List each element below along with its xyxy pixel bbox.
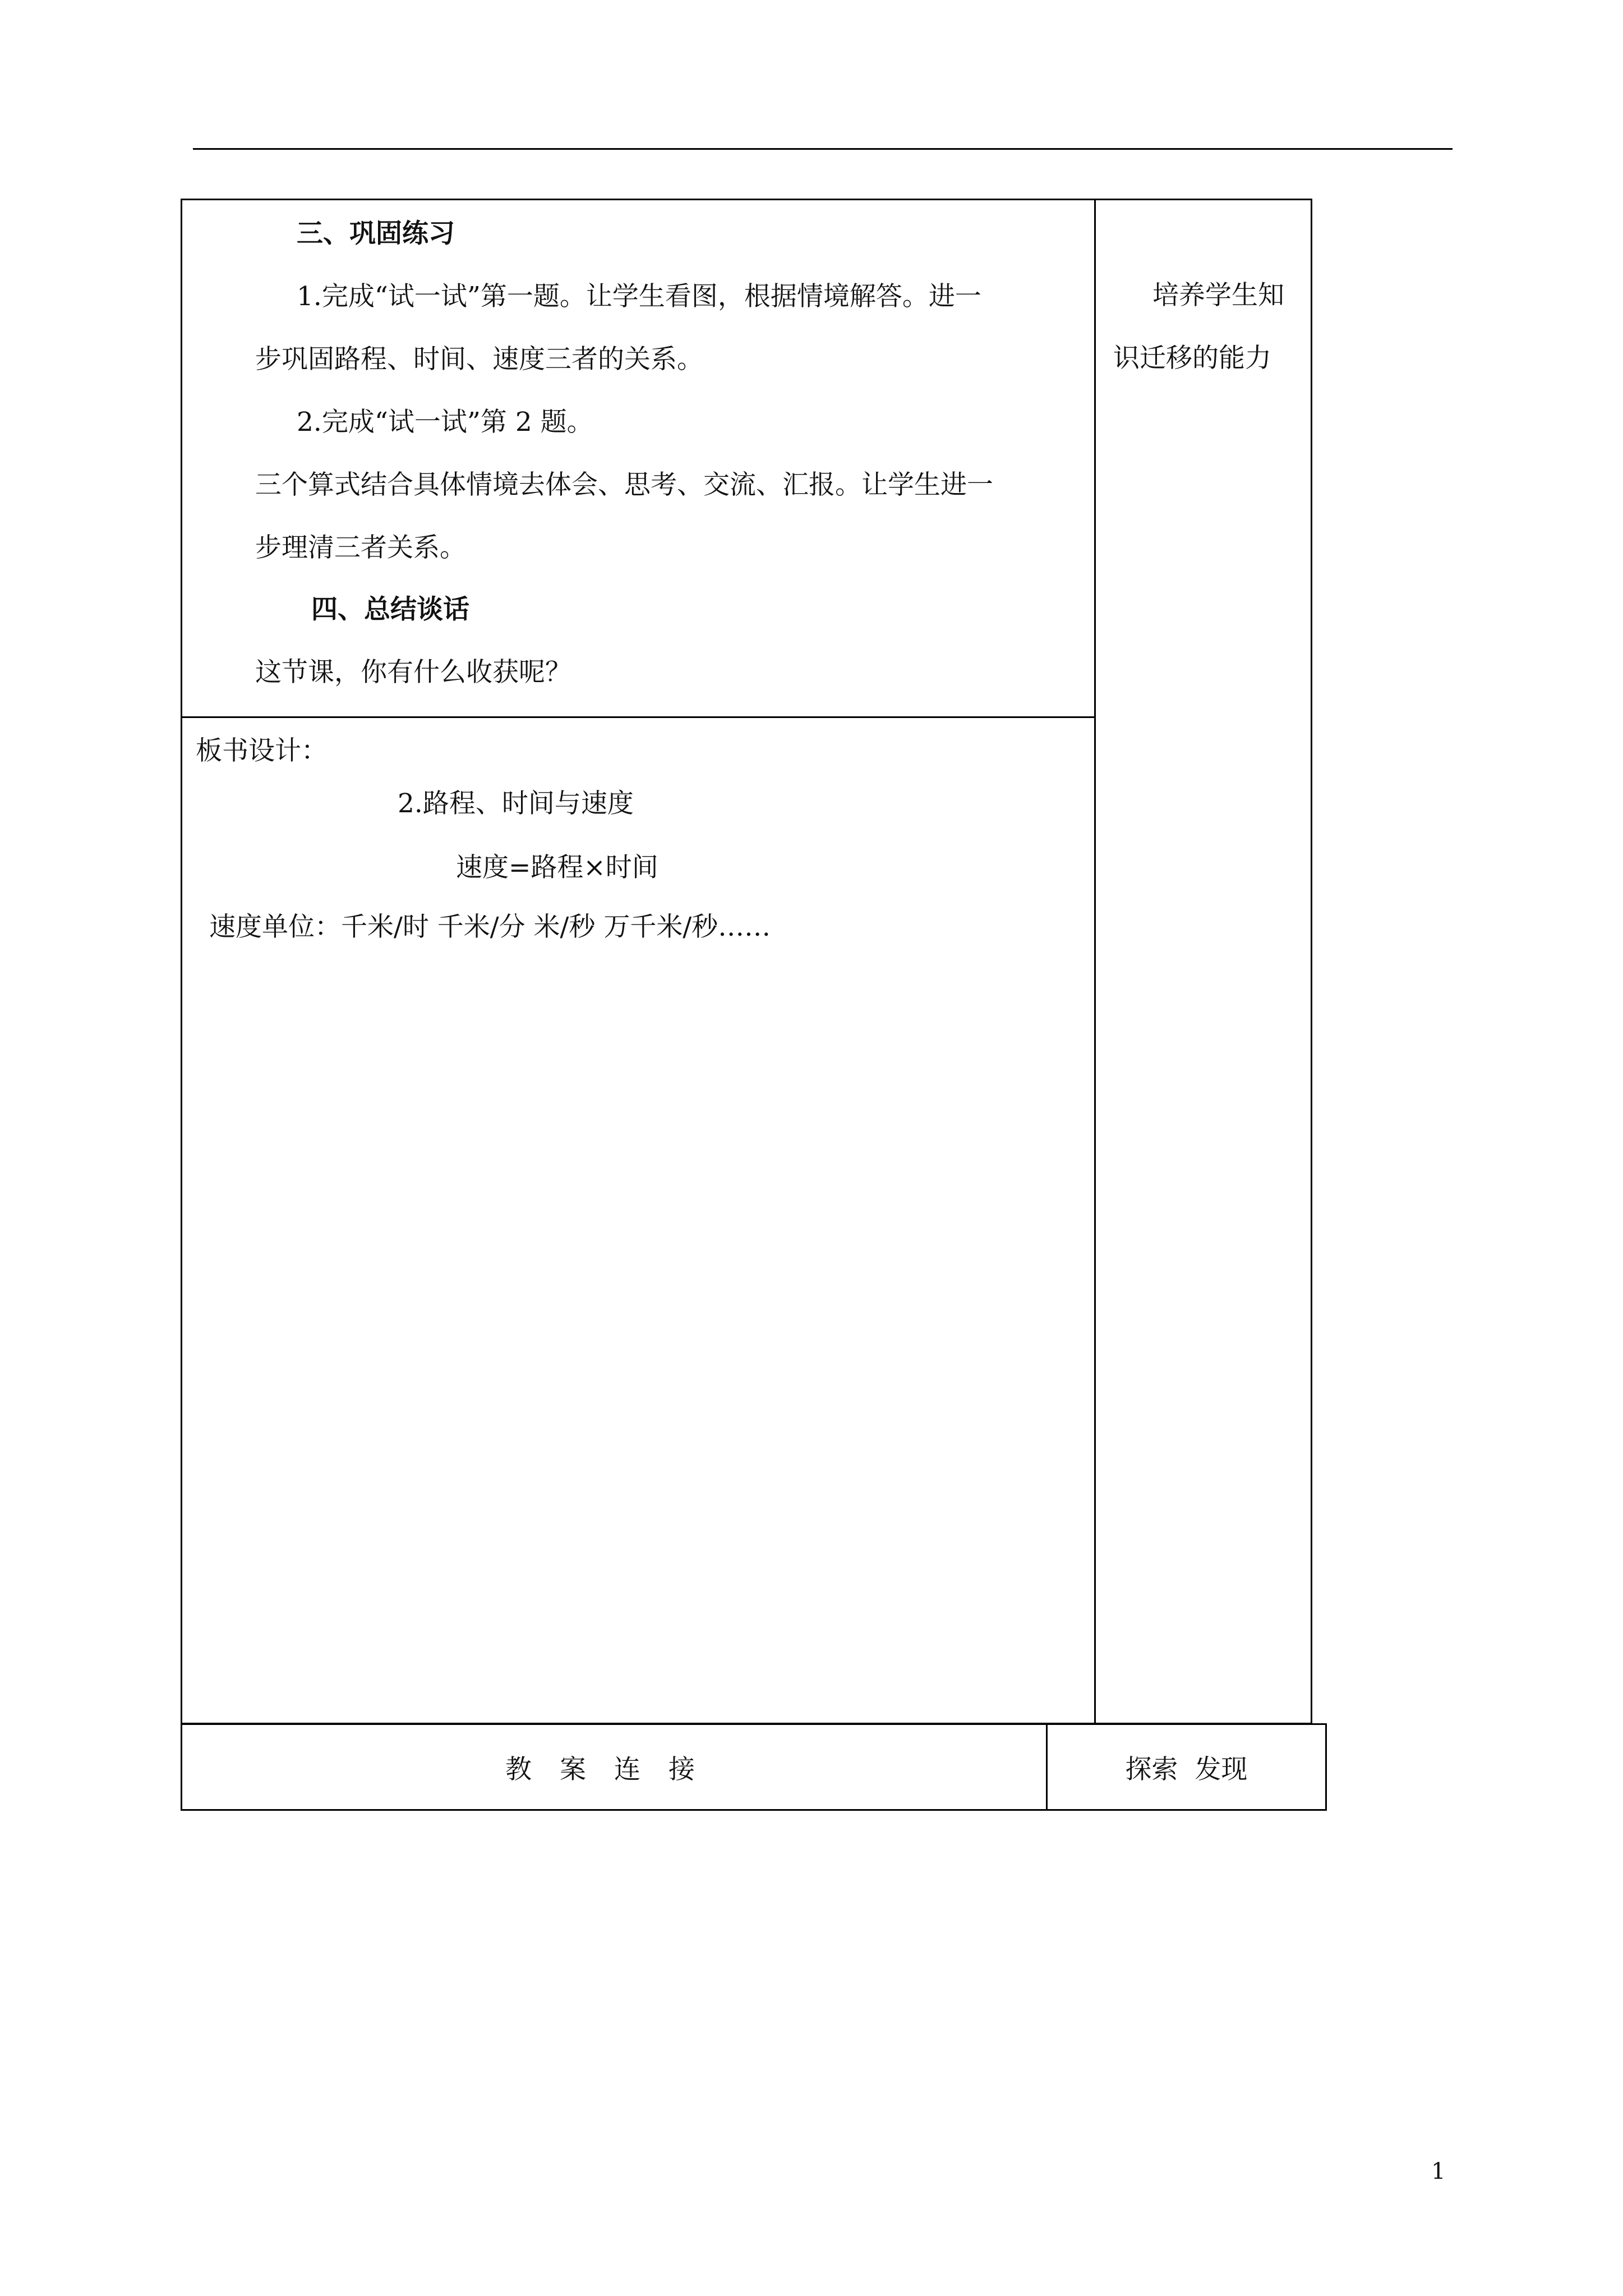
section3-item1-line1: 1.完成“试一试”第一题。让学生看图，根据情境解答。进一 <box>297 281 981 312</box>
footer-table <box>181 1723 1327 1811</box>
section4-text: 这节课，你有什么收获呢？ <box>255 657 571 688</box>
column-divider <box>1094 200 1096 1723</box>
section3-item2-detail-line2: 步理清三者关系。 <box>255 532 466 563</box>
side-note-line1: 培养学生知 <box>1152 280 1284 311</box>
page-number: 1 <box>1431 2159 1446 2184</box>
section3-item2-detail-line1: 三个算式结合具体情境去体会、思考、交流、汇报。让学生进一 <box>255 470 993 500</box>
row-divider <box>182 716 1094 718</box>
section3-item2: 2.完成“试一试”第 2 题。 <box>297 407 593 438</box>
lesson-plan-table <box>181 199 1312 1724</box>
section3-heading: 三、巩固练习 <box>297 218 455 249</box>
side-note-line2: 识迁移的能力 <box>1113 343 1271 374</box>
board-design-label: 板书设计： <box>196 735 328 766</box>
board-formula: 速度=路程×时间 <box>456 852 658 883</box>
footer-right-label: 探索 发现 <box>1125 1754 1248 1785</box>
board-title: 2.路程、时间与速度 <box>398 788 634 819</box>
section3-item1-line2: 步巩固路程、时间、速度三者的关系。 <box>255 344 703 375</box>
board-units: 速度单位：千米/时 千米/分 米/秒 万千米/秒…… <box>209 912 771 942</box>
footer-left-label: 教案连接 <box>505 1754 723 1785</box>
header-rule <box>193 148 1453 150</box>
section4-heading: 四、总结谈话 <box>311 594 469 625</box>
